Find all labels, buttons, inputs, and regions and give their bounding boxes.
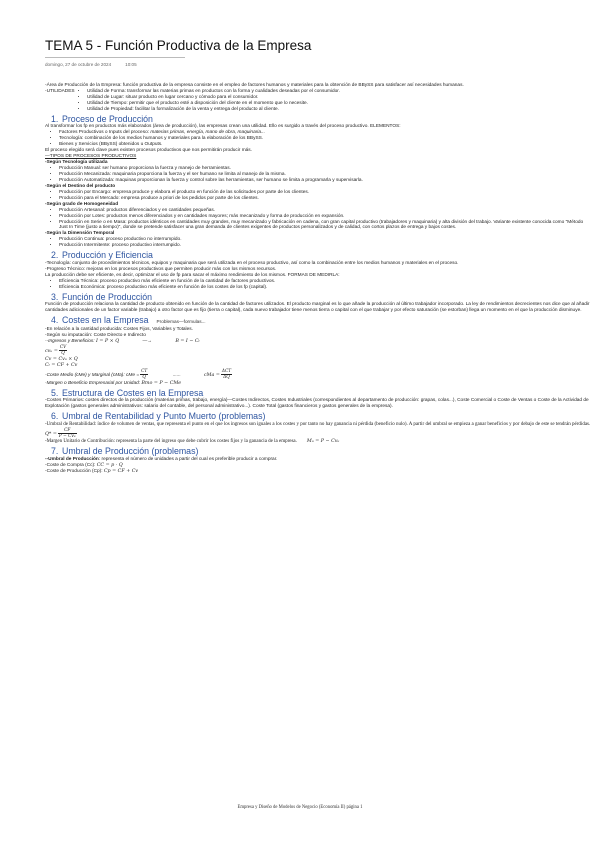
list-item: • Eficiencia Técnica: proceso productivo más eficiente en función de la cantidad de factores productivos. — [59, 279, 593, 285]
section-heading-7: 7. Umbral de Producción (problemas) — [51, 446, 199, 457]
s7-cc: -Coste de Compra (Cc): CC = p · Q — [45, 462, 123, 468]
s7-umbral: --Umbral de Producción: representa el número de unidades a partir del cual es preferible producir a comprar. — [45, 456, 278, 462]
group-list — [45, 166, 593, 184]
s7-cp: -Coste de Producción (Cp): Cp = CF + Cv — [45, 468, 139, 474]
area-paragraph: -Área de Producción de la Empresa: función productiva de la empresa consiste en el empleo de factores humanos y materiales para la obtención de BBySS para satisfacer así necesidades humanas. — [45, 83, 464, 88]
utilidades-block — [45, 89, 593, 113]
group-list — [45, 237, 593, 249]
s6-paragraph: -Umbral de Rentabilidad: índice de volumen de ventas, que representa el punto en el que los ingresos son iguales a los costes y por tanto no hay ganancia ni pérdida (beneficio nulo). A partir del umbral se empieza a ganar beneficios y por debajo de este se tendrán pérdidas. — [45, 421, 591, 427]
s1-intro: Al transformar los fp en productos más elaborados (área de producción), las empresas crean una utilidad. Ello es surgido a través del proceso productivo. ELEMENTOS: — [45, 124, 401, 130]
group-label: -Según Tecnología utilizada — [45, 159, 108, 165]
s2-tecnologia: -Tecnología: conjunto de procedimientos técnicos, equipos y maquinaria que será utilizada en el proceso productivo, así como la combinación entre los medios humanos y materiales en el proceso. — [45, 260, 459, 266]
q-line: Q* = $\frac{CF}{\text{P − Cvᵤ}}$ — [45, 427, 76, 439]
list-item: • Utilidad de Propiedad: facilitar la formalización de la venta y entrega del producto al cliente. — [87, 107, 340, 113]
note-content — [45, 83, 593, 475]
s1-elements — [45, 130, 593, 148]
group-label: -Según la Dimensión Temporal — [45, 231, 115, 237]
fraction: $\frac{\text{ΔCT}}{\Delta Q}$ — [221, 368, 232, 380]
section-heading-3: 3. Función de Producción — [51, 291, 152, 302]
list-item: • Producción por Lotes: productos menos diferenciados y en cantidades mayores; más mecanizado y forma de producción en expansión. — [59, 214, 593, 220]
section-heading-5: 5. Estructura de Costes en la Empresa — [51, 387, 204, 398]
list-item: • Tecnología: combinación de los medios humanos y materiales para la elaboración de los BBySS. — [59, 136, 593, 142]
formula-ct: Cₜ = CF + Cv — [45, 363, 78, 369]
list-item: • Producción en Serie o en Masa: productos idénticos en cantidades muy grandes, muy mecanizado y fabricación en cadena, con gran capital productivo (trabajadores y maquinaria) y alta división del trabajo. Variante existente conocida como "Método Just In Time (justo a tiempo)", donde se pretende satisfacer una gran demanda de clientes exigentes de productos personalizados y de calidad, con cortos plazos de entrega y bajos costes. — [59, 220, 593, 232]
s4-line: -En relación a la cantidad producida: Costes Fijos, Variables y Totales. — [45, 327, 193, 333]
section-note: Problemas—formulas... — [156, 318, 206, 324]
list-item: • Producción Mecanizada: maquinaria proporciona la fuerza y el ser humano se limita al manejo de la misma. — [59, 172, 593, 178]
formula-cv: Cv = Cvᵤ × Q — [45, 357, 78, 363]
list-item: • Producción Automatizada: maquinas proporcionan la fuerza y control sobre las herramientas, ser humano se limita a programarla y supervisarla. — [59, 178, 593, 184]
fraction: $\frac{CT}{Q}$ — [141, 368, 148, 380]
fraction: $\frac{CV}{Q}$ — [59, 345, 67, 357]
date-row — [45, 62, 137, 67]
s1-after: El proceso elegido será clave pues existen procesos productivos que nos permitirán producir más. — [45, 148, 252, 154]
utilidades-label: -UTILIDADES — [45, 88, 75, 94]
list-item: • Factores Productivos o Inputs del proceso: materias primas, energía, mano de obra, maquinaria... — [59, 130, 593, 136]
section-heading-4: 4. Costes en la Empresa Problemas—formulas... — [51, 314, 206, 325]
list-item: • Utilidad de Forma: transformar las materias primas en productos con la forma y cualidades deseadas por el consumidor. — [87, 89, 340, 95]
group-label: -Según grado de Homogeneidad — [45, 201, 119, 207]
section-heading-2: 2. Producción y Eficiencia — [51, 250, 153, 261]
list-item: • Producción por Encargo: empresa produce y elabora el producto en función de las solicitudes por parte de los clientes. — [59, 190, 593, 196]
s4-line: -Según su imputación: Coste Directo e Indirecto — [45, 333, 146, 339]
s2-eficiente: La producción debe ser eficiente, es decir, optimizar el uso de fp para sacar el máximo rendimiento de los mismos. FORMAS DE MEDIRLA: — [45, 272, 340, 278]
list-item: • Bienes y Servicios (BBySS) obtenidos u Outputs. — [59, 142, 593, 148]
list-item: • Utilidad de Tiempo: permitir que el producto esté a disposición del cliente en el momento que lo necesite. — [87, 101, 340, 107]
s3-paragraph: Función de producción relaciona la cantidad de producto obtenido en función de la cantidad de factores utilizados. El producto marginal es lo que añade la producción al último trabajador incorporado. La ley de rendimientos decrecientes nos dice que al añadir cantidades adicionales de un factor variable (trabajo) a otro factor que es fijo (tierra o capital), cada nuevo trabajador tiene menos tierra o capital con el que trabajar y por efecto saturación (se estorban) llega un momento en el que la producción disminuye. — [45, 302, 590, 313]
arrow: —→ — [142, 339, 152, 345]
section-heading-1: 1. Proceso de Producción — [51, 113, 153, 124]
tipos-label: —TIPOS DE PROCESOS PRODUCTIVOS — [45, 154, 137, 160]
cvu-line: cvᵤ = $\frac{CV}{Q}$ — [45, 345, 67, 357]
page-time: 10:05 — [125, 62, 137, 67]
group-list — [45, 208, 593, 232]
fraction: $\frac{CF}{\text{P − Cvᵤ}}$ — [58, 427, 76, 439]
group-label: -Según el Destino del producto — [45, 183, 116, 189]
list-item: • Eficiencia Económica: proceso productivo más eficiente en función de los costes de los fp (capital). — [59, 285, 593, 291]
margen-line: -Margen o Beneficio Empresarial por Unidad: Bmo = P − CMe — [45, 380, 182, 386]
page-title: TEMA 5 - Función Productiva de la Empresa — [45, 38, 312, 53]
group-list — [45, 190, 593, 202]
s2-list — [45, 279, 593, 291]
utilidades-list — [79, 89, 340, 113]
page-footer: Empresa y Diseño de Modelos de Negocio (Economía II) página 1 — [237, 805, 363, 810]
margen-unitario-line: -Margen Unitario de Contribución: representa la parte del ingreso que debe cubrir los costes fijos y la ganancia de la empresa. Mᵤ = P − Cvᵤ — [45, 439, 340, 445]
title-underline — [45, 57, 185, 58]
page-date: domingo, 27 de octubre de 2024 — [45, 62, 112, 67]
ingresos-line: --Ingresos y Beneficios: I = P × Q —→ B = I − Cₜ — [45, 339, 200, 345]
list-item: • Producción Artesanal: productos diferenciados y en cantidades pequeñas. — [59, 208, 593, 214]
list-item: • Producción Manual: ser humano proporciona la fuerza y manejo de herramientas. — [59, 166, 593, 172]
s5-paragraph: -Costes Primarios: costes directos de la producción (materias primas, trabajo, energía)—Costes Indirectos, Costes Industriales (correspondientes al departamento de producción: grapas, colas...), Coste Comercial o Coste de Ventas o Coste de la Actividad de Explotación (gastos generales administrativos: salario del contable, del personal administrativo...). Coste Total (gastos financieros y gastos generales de la empresa). — [45, 398, 589, 410]
section-heading-6: 6. Umbral de Rentabilidad y Punto Muerto (problemas) — [51, 411, 266, 422]
cme-line: -Coste Medio (cMe) y Marginal (cMa): cMe = $\frac{CT}{Q}$ ...... cMa = $\frac{\text{ΔCT}}{\Delta Q}$ — [45, 368, 232, 380]
list-item: • Producción Intermitente: proceso productivo interrumpido. — [59, 243, 593, 249]
list-item: • Utilidad de Lugar: situar producto en lugar cercano y cómodo para el consumidor. — [87, 95, 340, 101]
list-item: • Producción para el Mercado: empresa produce a priori de los pedidos por parte de los clientes. — [59, 196, 593, 202]
s2-progreso: -Progreso Técnico: mejoras en los procesos productivos que permiten producir más con los mismos recursos. — [45, 266, 277, 272]
formula-beneficio: B = I − Cₜ — [175, 339, 200, 345]
list-item: • Producción Continua: proceso productivo no interrumpido. — [59, 237, 593, 243]
formula-ingresos: I = P × Q — [95, 339, 120, 345]
